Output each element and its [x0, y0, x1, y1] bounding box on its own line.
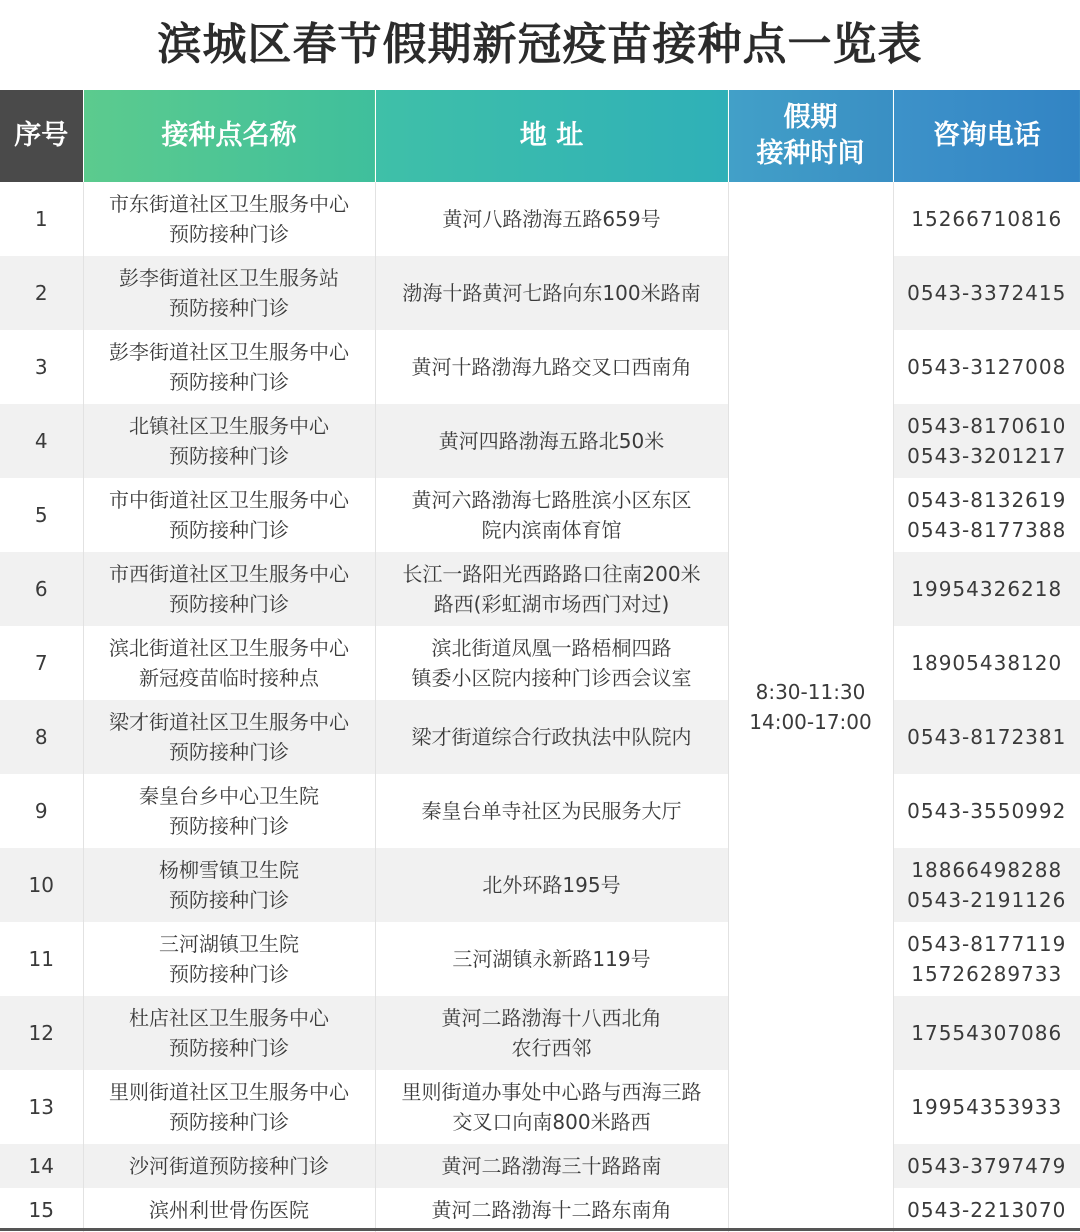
address-line: 黄河二路渤海十二路东南角	[431, 1198, 672, 1222]
row-seq: 4	[0, 404, 83, 478]
site-name-line: 预防接种门诊	[169, 518, 289, 542]
address-line: 农行西邻	[511, 1036, 592, 1060]
header-holiday-time	[728, 90, 893, 182]
address-line: 渤海十路黄河七路向东100米路南	[402, 281, 701, 305]
row-address	[375, 700, 728, 774]
row-address	[375, 848, 728, 922]
phone-line: 0543-8177119	[907, 932, 1067, 956]
header-time-line2: 接种时间	[756, 138, 865, 169]
table-row	[0, 404, 1080, 478]
row-phone	[893, 182, 1080, 256]
site-name-line: 彭李街道社区卫生服务站	[119, 266, 339, 290]
site-name-line: 沙河街道预防接种门诊	[129, 1154, 329, 1178]
phone-line: 18905438120	[911, 651, 1063, 675]
row-site-name	[83, 330, 375, 404]
row-phone	[893, 996, 1080, 1070]
row-seq: 1	[0, 182, 83, 256]
row-address	[375, 996, 728, 1070]
row-site-name	[83, 1188, 375, 1232]
row-site-name	[83, 256, 375, 330]
site-name-line: 梁才街道社区卫生服务中心	[109, 710, 349, 734]
table-row	[0, 626, 1080, 700]
address-line: 黄河二路渤海三十路路南	[441, 1154, 662, 1178]
phone-line: 0543-3372415	[907, 281, 1067, 305]
address-line: 黄河十路渤海九路交叉口西南角	[411, 355, 692, 379]
row-site-name	[83, 1070, 375, 1144]
row-seq: 7	[0, 626, 83, 700]
row-seq: 12	[0, 996, 83, 1070]
row-site-name	[83, 626, 375, 700]
table-row	[0, 478, 1080, 552]
row-site-name	[83, 552, 375, 626]
site-name-line: 预防接种门诊	[169, 962, 289, 986]
row-phone	[893, 1188, 1080, 1232]
row-address	[375, 1070, 728, 1144]
row-phone	[893, 404, 1080, 478]
site-name-line: 预防接种门诊	[169, 1110, 289, 1134]
row-site-name	[83, 996, 375, 1070]
address-line: 路西(彩虹湖市场西门对过)	[433, 592, 670, 616]
holiday-time-cell	[728, 182, 893, 1232]
site-name-line: 彭李街道社区卫生服务中心	[109, 340, 349, 364]
table-row	[0, 1188, 1080, 1232]
site-name-line: 新冠疫苗临时接种点	[139, 666, 319, 690]
row-phone	[893, 700, 1080, 774]
time-morning: 8:30-11:30	[755, 680, 866, 704]
site-name-line: 预防接种门诊	[169, 740, 289, 764]
row-site-name	[83, 848, 375, 922]
row-address	[375, 256, 728, 330]
row-phone	[893, 922, 1080, 996]
site-name-line: 预防接种门诊	[169, 222, 289, 246]
row-address	[375, 774, 728, 848]
row-site-name	[83, 700, 375, 774]
table-row	[0, 700, 1080, 774]
phone-line: 19954353933	[911, 1095, 1063, 1119]
header-address: 地 址	[375, 90, 728, 182]
address-line: 北外环路195号	[482, 873, 621, 897]
address-line: 三河湖镇永新路119号	[452, 947, 651, 971]
row-phone	[893, 256, 1080, 330]
row-phone	[893, 626, 1080, 700]
row-address	[375, 1188, 728, 1232]
table-row	[0, 552, 1080, 626]
site-name-line: 预防接种门诊	[169, 814, 289, 838]
site-name-line: 杨柳雪镇卫生院	[159, 858, 299, 882]
address-line: 滨北街道凤凰一路梧桐四路	[431, 636, 672, 660]
header-phone: 咨询电话	[893, 90, 1080, 182]
site-name-line: 预防接种门诊	[169, 888, 289, 912]
row-phone	[893, 1144, 1080, 1188]
address-line: 里则街道办事处中心路与西海三路	[401, 1080, 702, 1104]
row-phone	[893, 552, 1080, 626]
row-phone	[893, 774, 1080, 848]
address-line: 秦皇台单寺社区为民服务大厅	[421, 799, 682, 823]
row-phone	[893, 330, 1080, 404]
phone-line: 0543-3201217	[907, 444, 1067, 468]
site-name-line: 里则街道社区卫生服务中心	[109, 1080, 349, 1104]
table-row	[0, 1070, 1080, 1144]
site-name-line: 预防接种门诊	[169, 444, 289, 468]
row-seq: 5	[0, 478, 83, 552]
site-name-line: 预防接种门诊	[169, 592, 289, 616]
row-phone	[893, 848, 1080, 922]
site-name-line: 北镇社区卫生服务中心	[129, 414, 329, 438]
row-site-name	[83, 922, 375, 996]
row-address	[375, 552, 728, 626]
phone-line: 0543-8177388	[907, 518, 1067, 542]
table-header	[0, 90, 1080, 182]
phone-line: 0543-3550992	[907, 799, 1067, 823]
row-seq: 9	[0, 774, 83, 848]
row-site-name	[83, 404, 375, 478]
row-phone	[893, 1070, 1080, 1144]
phone-line: 15726289733	[911, 962, 1063, 986]
row-seq: 10	[0, 848, 83, 922]
time-afternoon: 14:00-17:00	[749, 710, 872, 734]
row-seq: 13	[0, 1070, 83, 1144]
site-name-line: 市西街道社区卫生服务中心	[109, 562, 349, 586]
row-seq: 15	[0, 1188, 83, 1232]
page-title: 滨城区春节假期新冠疫苗接种点一览表	[157, 19, 923, 70]
row-site-name	[83, 478, 375, 552]
row-address	[375, 478, 728, 552]
row-phone	[893, 478, 1080, 552]
bottom-divider	[0, 1228, 1080, 1231]
row-address	[375, 182, 728, 256]
header-seq: 序号	[0, 90, 83, 182]
vaccination-sites-table	[0, 90, 1080, 1232]
phone-line: 0543-3127008	[907, 355, 1067, 379]
address-line: 黄河六路渤海七路胜滨小区东区	[411, 488, 692, 512]
row-seq: 6	[0, 552, 83, 626]
table-row	[0, 996, 1080, 1070]
site-name-line: 预防接种门诊	[169, 370, 289, 394]
table-row	[0, 774, 1080, 848]
address-line: 黄河四路渤海五路北50米	[438, 429, 665, 453]
row-address	[375, 330, 728, 404]
site-name-line: 预防接种门诊	[169, 1036, 289, 1060]
phone-line: 17554307086	[911, 1021, 1063, 1045]
table-body	[0, 182, 1080, 1232]
phone-line: 0543-8170610	[907, 414, 1067, 438]
header-site-name: 接种点名称	[83, 90, 375, 182]
site-name-line: 滨州利世骨伤医院	[149, 1198, 309, 1222]
row-seq: 3	[0, 330, 83, 404]
site-name-line: 三河湖镇卫生院	[159, 932, 299, 956]
phone-line: 0543-3797479	[907, 1154, 1067, 1178]
table-row	[0, 922, 1080, 996]
address-line: 交叉口向南800米路西	[452, 1110, 651, 1134]
row-address	[375, 404, 728, 478]
row-site-name	[83, 1144, 375, 1188]
row-site-name	[83, 182, 375, 256]
site-name-line: 预防接种门诊	[169, 296, 289, 320]
row-seq: 8	[0, 700, 83, 774]
phone-line: 19954326218	[911, 577, 1063, 601]
phone-line: 0543-2213070	[907, 1198, 1067, 1222]
address-line: 长江一路阳光西路路口往南200米	[402, 562, 701, 586]
row-seq: 14	[0, 1144, 83, 1188]
header-time-line1: 假期	[783, 102, 838, 133]
row-seq: 11	[0, 922, 83, 996]
address-line: 梁才街道综合行政执法中队院内	[411, 725, 692, 749]
table-row	[0, 256, 1080, 330]
address-line: 黄河八路渤海五路659号	[442, 207, 661, 231]
table-row	[0, 848, 1080, 922]
table-row	[0, 1144, 1080, 1188]
site-name-line: 杜店社区卫生服务中心	[129, 1006, 329, 1030]
row-site-name	[83, 774, 375, 848]
address-line: 黄河二路渤海十八西北角	[441, 1006, 662, 1030]
site-name-line: 秦皇台乡中心卫生院	[139, 784, 319, 808]
address-line: 院内滨南体育馆	[481, 518, 622, 542]
site-name-line: 市中街道社区卫生服务中心	[109, 488, 349, 512]
phone-line: 0543-8172381	[907, 725, 1067, 749]
row-address	[375, 1144, 728, 1188]
phone-line: 18866498288	[911, 858, 1063, 882]
site-name-line: 滨北街道社区卫生服务中心	[109, 636, 349, 660]
table-row	[0, 182, 1080, 256]
address-line: 镇委小区院内接种门诊西会议室	[411, 666, 692, 690]
phone-line: 0543-8132619	[907, 488, 1067, 512]
phone-line: 0543-2191126	[907, 888, 1067, 912]
phone-line: 15266710816	[911, 207, 1063, 231]
row-address	[375, 626, 728, 700]
site-name-line: 市东街道社区卫生服务中心	[109, 192, 349, 216]
row-seq: 2	[0, 256, 83, 330]
row-address	[375, 922, 728, 996]
table-row	[0, 330, 1080, 404]
